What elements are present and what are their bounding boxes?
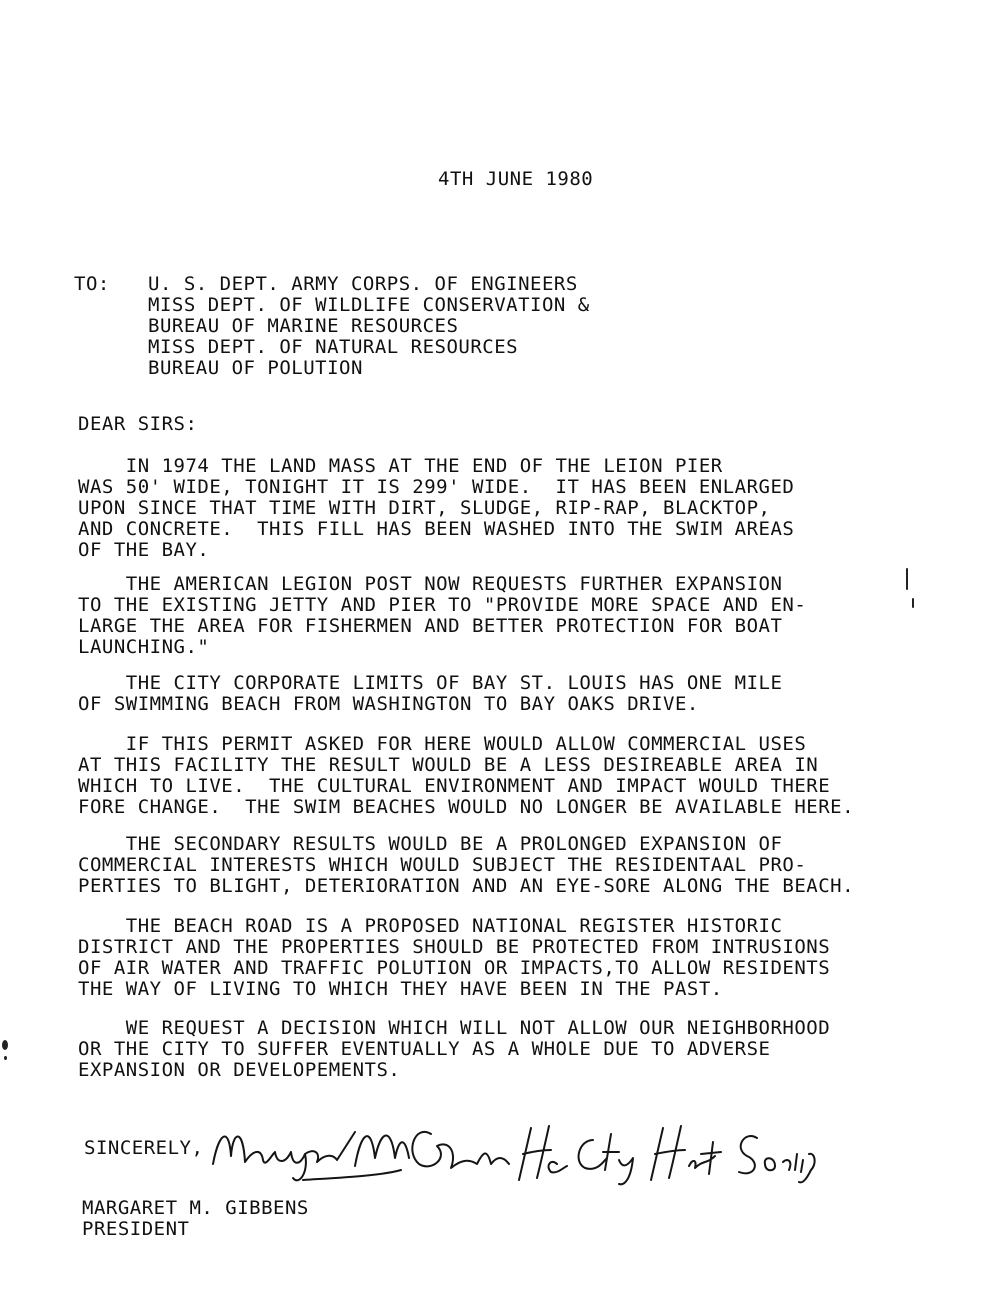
body-line: WE REQUEST A DECISION WHICH WILL NOT ALLOW OUR NEIGHBORHOOD [78,1017,831,1039]
body-line: OR THE CITY TO SUFFER EVENTUALLY AS A WHOLE DUE TO ADVERSE [78,1038,771,1060]
scan-mark [4,1056,7,1060]
body-line: IF THIS PERMIT ASKED FOR HERE WOULD ALLOW COMMERCIAL USES [78,733,807,755]
to-label: TO: [74,273,110,295]
recipient-line: MISS DEPT. OF NATURAL RESOURCES [148,336,519,358]
body-line: OF SWIMMING BEACH FROM WASHINGTON TO BAY OAKS DRIVE. [78,693,699,715]
body-line: LAUNCHING." [78,636,210,658]
signer-name: MARGARET M. GIBBENS [82,1197,309,1219]
body-line: THE WAY OF LIVING TO WHICH THEY HAVE BEEN IN THE PAST. [78,978,723,1000]
scan-mark [906,568,908,590]
recipient-line: MISS DEPT. OF WILDLIFE CONSERVATION & [148,294,590,316]
body-line: TO THE EXISTING JETTY AND PIER TO "PROVIDE MORE SPACE AND EN- [78,594,807,616]
body-line: OF THE BAY. [78,539,210,561]
closing: SINCERELY, [84,1137,204,1159]
recipient-line: U. S. DEPT. ARMY CORPS. OF ENGINEERS [148,273,578,295]
body-line: THE AMERICAN LEGION POST NOW REQUESTS FURTHER EXPANSION [78,573,783,595]
body-line: FORE CHANGE. THE SWIM BEACHES WOULD NO LONGER BE AVAILABLE HERE. [78,796,855,818]
body-line: UPON SINCE THAT TIME WITH DIRT, SLUDGE, RIP-RAP, BLACKTOP, [78,497,771,519]
body-line: THE BEACH ROAD IS A PROPOSED NATIONAL REGISTER HISTORIC [78,915,783,937]
body-line: THE SECONDARY RESULTS WOULD BE A PROLONGED EXPANSION OF [78,833,783,855]
body-line: DISTRICT AND THE PROPERTIES SHOULD BE PROTECTED FROM INTRUSIONS [78,936,831,958]
body-line: PERTIES TO BLIGHT, DETERIORATION AND AN EYE-SORE ALONG THE BEACH. [78,875,855,897]
recipient-line: BUREAU OF POLUTION [148,357,363,379]
body-line: WHICH TO LIVE. THE CULTURAL ENVIRONMENT AND IMPACT WOULD THERE [78,775,831,797]
body-line: COMMERCIAL INTERESTS WHICH WOULD SUBJECT THE RESIDENTAAL PRO- [78,854,807,876]
body-line: OF AIR WATER AND TRAFFIC POLUTION OR IMPACTS,TO ALLOW RESIDENTS [78,957,831,979]
body-line: EXPANSION OR DEVELOPEMENTS. [78,1059,401,1081]
body-line: THE CITY CORPORATE LIMITS OF BAY ST. LOUIS HAS ONE MILE [78,672,783,694]
letter-date: 4TH JUNE 1980 [438,168,594,190]
signer-title: PRESIDENT [82,1218,190,1240]
body-line: WAS 50' WIDE, TONIGHT IT IS 299' WIDE. IT HAS BEEN ENLARGED [78,476,795,498]
body-line: AT THIS FACILITY THE RESULT WOULD BE A LESS DESIREABLE AREA IN [78,754,819,776]
body-line: LARGE THE AREA FOR FISHERMEN AND BETTER PROTECTION FOR BOAT [78,615,783,637]
scan-mark [2,1040,8,1050]
recipient-line: BUREAU OF MARINE RESOURCES [148,315,459,337]
scan-mark [912,598,914,608]
body-line: IN 1974 THE LAND MASS AT THE END OF THE LEION PIER [78,455,723,477]
handwritten-signature [205,1112,820,1192]
body-line: AND CONCRETE. THIS FILL HAS BEEN WASHED INTO THE SWIM AREAS [78,518,795,540]
salutation: DEAR SIRS: [78,413,198,435]
